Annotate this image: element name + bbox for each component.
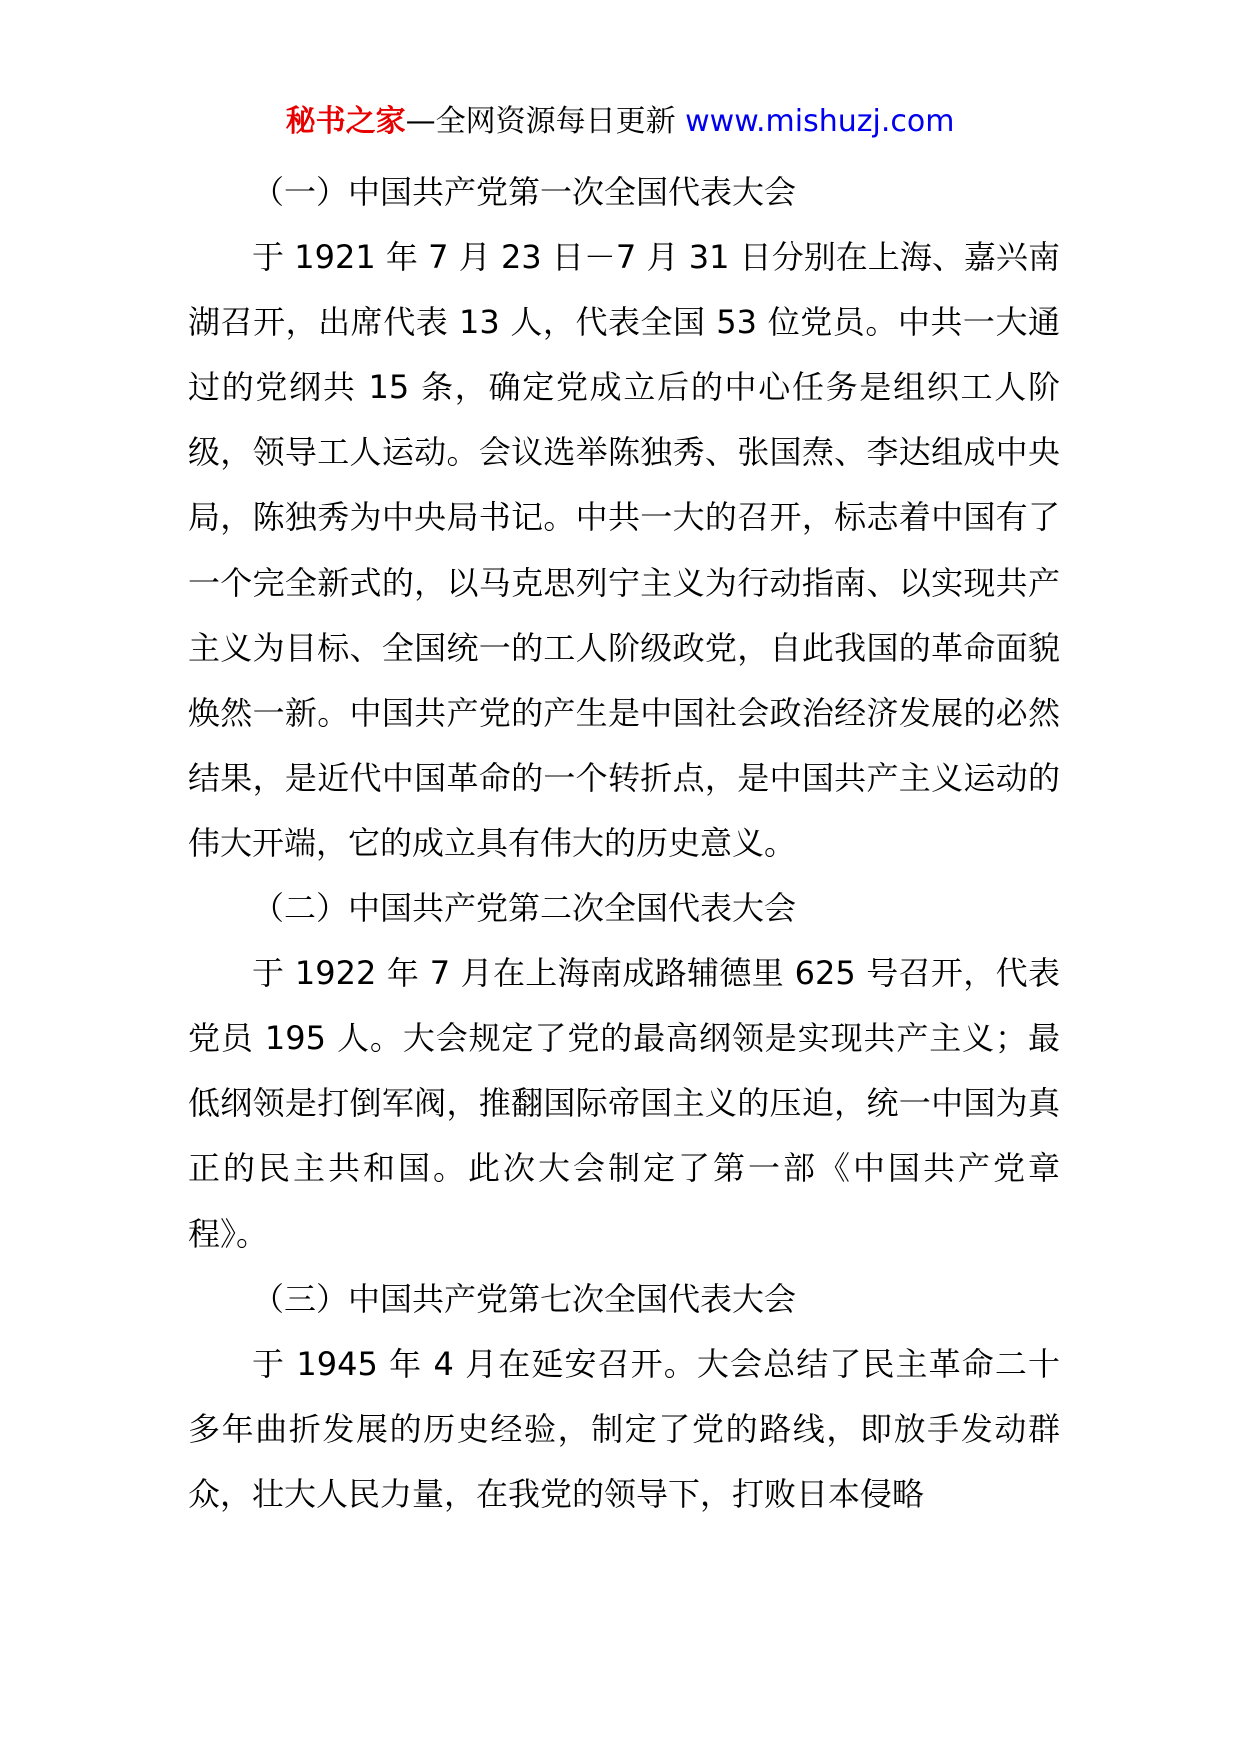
header-banner (0, 100, 1240, 144)
body-paragraph-1: 于 1921 年 7 月 23 日－7 月 31 日分别在上海、嘉兴南湖召开，出席代表 13 人，代表全国 53 位党员。中共一大通过的党纲共 15 条，确定党成立后的中心任务是组织工人阶级，领导工人运动。会议选举陈独秀、张国焘、李达组成中央局，陈独秀为中央局书记。中共一大的召开，标志着中国有了一个完全新式的，以马克思列宁主义为行动指南、以实现共产主义为目标、全国统一的工人阶级政党，自此我国的革命面貌焕然一新。中国共产党的产生是中国社会政治经济发展的必然结果，是近代中国革命的一个转折点，是中国共产主义运动的伟大开端，它的成立具有伟大的历史意义。 (188, 238, 1060, 862)
body-paragraph-3: 于 1945 年 4 月在延安召开。大会总结了民主革命二十多年曲折发展的历史经验，制定了党的路线，即放手发动群众，壮大人民力量，在我党的领导下，打败日本侵略 (188, 1344, 1060, 1513)
brand-name: 秘书之家 (285, 104, 406, 139)
body-paragraph-2: 于 1922 年 7 月在上海南成路辅德里 625 号召开，代表党员 195 人。大会规定了党的最高纲领是实现共产主义；最低纲领是打倒军阀，推翻国际帝国主义的压迫，统一中国为真正的民主共和国。此次大会制定了第一部《中国共产党章程》。 (188, 954, 1060, 1253)
document-body (188, 160, 1060, 1527)
site-url-link[interactable]: www.mishuzj.com (685, 104, 955, 139)
section-heading-1: （一）中国共产党第一次全国代表大会 (252, 173, 797, 211)
brand-tagline: —全网资源每日更新 (405, 104, 676, 139)
section-heading-2: （二）中国共产党第二次全国代表大会 (252, 889, 797, 928)
section-heading-3: （三）中国共产党第七次全国代表大会 (252, 1279, 797, 1318)
